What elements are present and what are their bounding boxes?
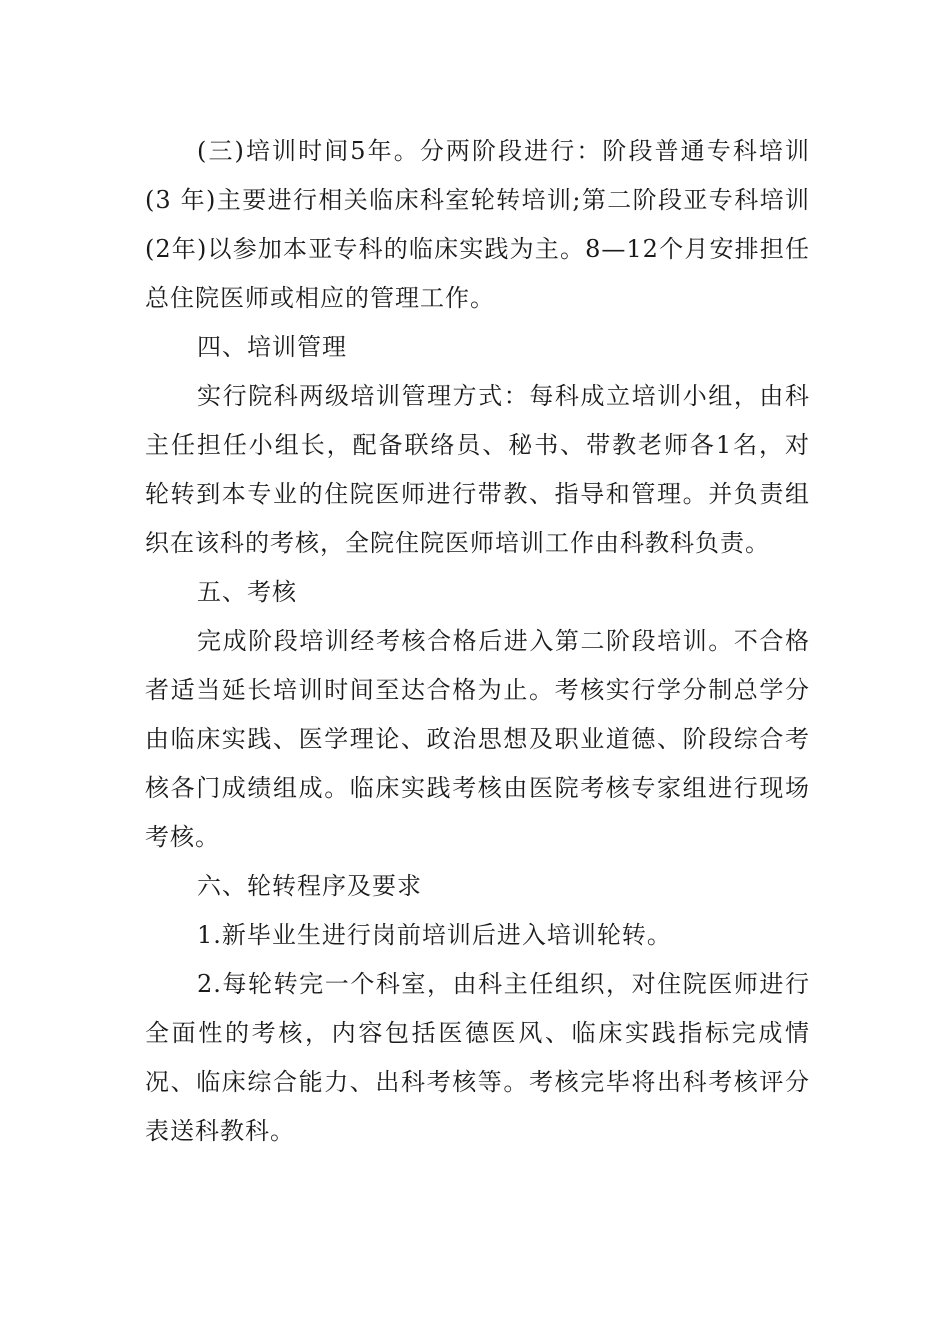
heading-rotation-procedure: 六、轮转程序及要求	[197, 872, 422, 900]
heading-assessment: 五、考核	[197, 578, 297, 606]
paragraph-training-duration: (三)培训时间5年。分两阶段进行：阶段普通专科培训(3 年)主要进行相关临床科室轮转培训;第二阶段亚专科培训(2年)以参加本亚专科的临床实践为主。8—12个月安排担任总住院医师或相应的管理工作。	[145, 137, 810, 312]
paragraph-training-management: 实行院科两级培训管理方式：每科成立培训小组，由科主任担任小组长，配备联络员、秘书、带教老师各1名，对轮转到本专业的住院医师进行带教、指导和管理。并负责组织在该科的考核，全院住院医师培训工作由科教科负责。	[145, 382, 810, 557]
document-page	[145, 127, 810, 1156]
paragraph-rotation-item-1: 1.新毕业生进行岗前培训后进入培训轮转。	[197, 921, 672, 949]
paragraph-assessment: 完成阶段培训经考核合格后进入第二阶段培训。不合格者适当延长培训时间至达合格为止。考核实行学分制总学分由临床实践、医学理论、政治思想及职业道德、阶段综合考核各门成绩组成。临床实践考核由医院考核专家组进行现场考核。	[145, 627, 810, 851]
heading-training-management: 四、培训管理	[197, 333, 347, 361]
paragraph-rotation-item-2: 2.每轮转完一个科室，由科主任组织，对住院医师进行全面性的考核，内容包括医德医风、临床实践指标完成情况、临床综合能力、出科考核等。考核完毕将出科考核评分表送科教科。	[145, 970, 810, 1145]
